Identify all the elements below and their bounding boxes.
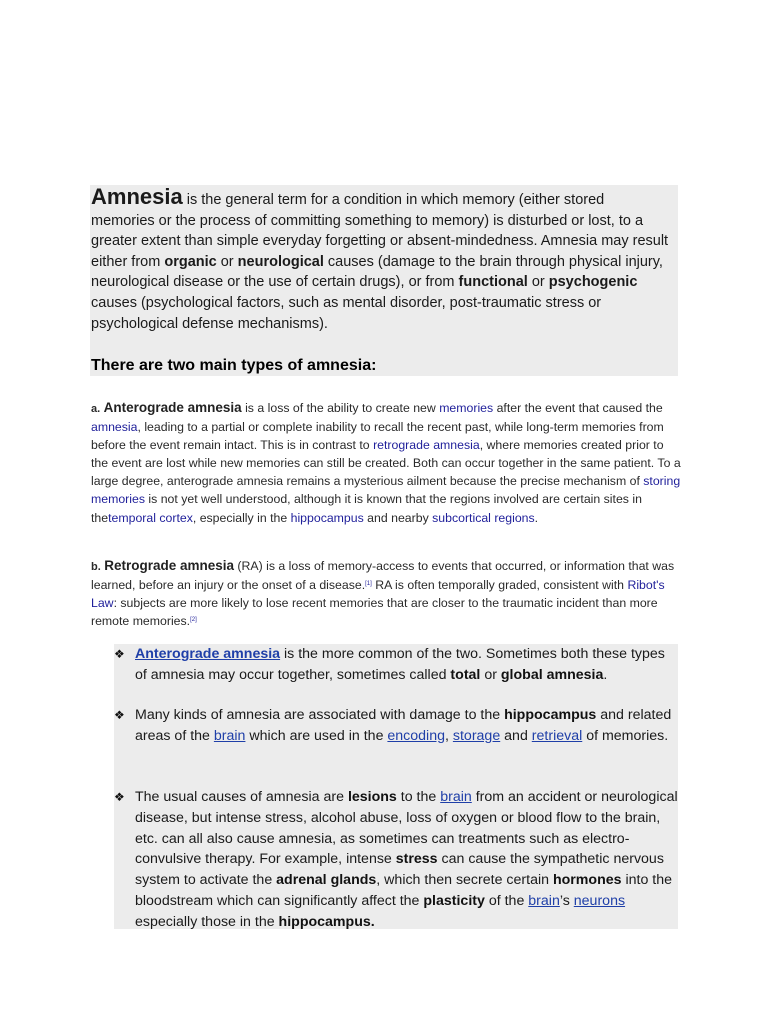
psychogenic-term: psychogenic: [548, 274, 638, 291]
anterograde-term: Anterograde amnesia: [103, 400, 242, 415]
item-label-b: b.: [91, 561, 101, 573]
link-amnesia[interactable]: amnesia: [91, 420, 138, 435]
link-brain[interactable]: brain: [213, 727, 246, 744]
link-brain[interactable]: brain: [528, 892, 560, 909]
link-brain[interactable]: brain: [440, 789, 472, 805]
link-retrieval[interactable]: retrieval: [531, 727, 583, 744]
link-anterograde-amnesia[interactable]: Anterograde amnesia: [135, 646, 281, 662]
diamond-bullet-icon: ❖: [114, 790, 125, 804]
link-encoding[interactable]: encoding: [387, 727, 445, 744]
bullet-text-3: The usual causes of amnesia are lesions to the brain from an accident or neurological disease, but intense stress, alcohol abuse, loss of oxygen or blood flow to the brain, etc. can all also cause amnesia, as sometimes can treatments such as electro-convulsive therapy. For example, intense stress can cause the sympathetic nervous system to activate the adrenal glands, which then secrete certain hormones into the bloodstream which can significantly affect the plasticity of the brain’s neurons especially those in the hippocampus.: [135, 789, 678, 930]
retrograde-paragraph: b. Retrograde amnesia (RA) is a loss of memory-access to events that occurred, or information that was learned, before an injury or the onset of a disease.[1] RA is often temporally graded, consistent with Ribot's Law: subjects are more likely to lose recent memories that are closer to the traumatic incident than more remote memories.[2]: [91, 558, 675, 629]
diamond-bullet-icon: ❖: [114, 708, 125, 722]
reference-1[interactable]: [1]: [365, 581, 372, 588]
organic-term: organic: [164, 253, 217, 270]
bullet-text-2: Many kinds of amnesia are associated with damage to the hippocampus and related areas of the brain which are used in the encoding, storage and retrieval of memories.: [135, 707, 672, 744]
types-heading: There are two main types of amnesia:: [91, 357, 377, 374]
item-label-a: a.: [91, 403, 101, 415]
link-memories[interactable]: memories: [439, 401, 494, 415]
link-retrograde-amnesia[interactable]: retrograde amnesia: [373, 438, 480, 453]
link-storing-memories[interactable]: storing memories: [91, 474, 681, 507]
amnesia-title-word: Amnesia: [91, 184, 183, 209]
bullet-text-1: Anterograde amnesia is the more common of the two. Sometimes both these types of amnesia may occur together, sometimes called total or global amnesia.: [135, 646, 665, 683]
link-neurons[interactable]: neurons: [573, 892, 626, 909]
link-hippocampus[interactable]: hippocampus: [290, 510, 364, 525]
link-storage[interactable]: storage: [452, 727, 501, 744]
link-temporal-cortex[interactable]: temporal cortex: [108, 510, 193, 525]
reference-2[interactable]: [2]: [190, 617, 197, 624]
retrograde-term: Retrograde amnesia: [104, 558, 235, 573]
neurological-term: neurological: [237, 253, 324, 270]
functional-term: functional: [458, 274, 528, 291]
link-ribots-law[interactable]: Ribot's Law: [91, 578, 665, 611]
anterograde-paragraph: a. Anterograde amnesia is a loss of the ability to create new memories after the event that caused the amnesia, leading to a partial or complete inability to recall the recent past, while long-term memories from before the event remain intact. This is in contrast to retrograde amnesia, where memories created prior to the event are lost while new memories can still be created. Both can occur together in the same patient. To a large degree, anterograde amnesia remains a mysterious ailment because the precise mechanism of storing memories is not yet well understood, although it is known that the regions involved are certain sites in thetemporal cortex, especially in the hippocampus and nearby subcortical regions.: [91, 400, 681, 525]
intro-paragraph: Amnesia is the general term for a condition in which memory (either stored memories or the process of committing something to memory) is disturbed or lost, to a greater extent than simple everyday forgetting or absent-mindedness. Amnesia may result either from organic or neurological causes (damage to the brain through physical injury, neurological disease or the use of certain drugs), or from functional or psychogenic causes (psychological factors, such as mental disorder, post-traumatic stress or psychological defense mechanisms).: [91, 184, 669, 332]
link-subcortical-regions[interactable]: subcortical regions: [432, 510, 535, 525]
diamond-bullet-icon: ❖: [114, 647, 125, 661]
